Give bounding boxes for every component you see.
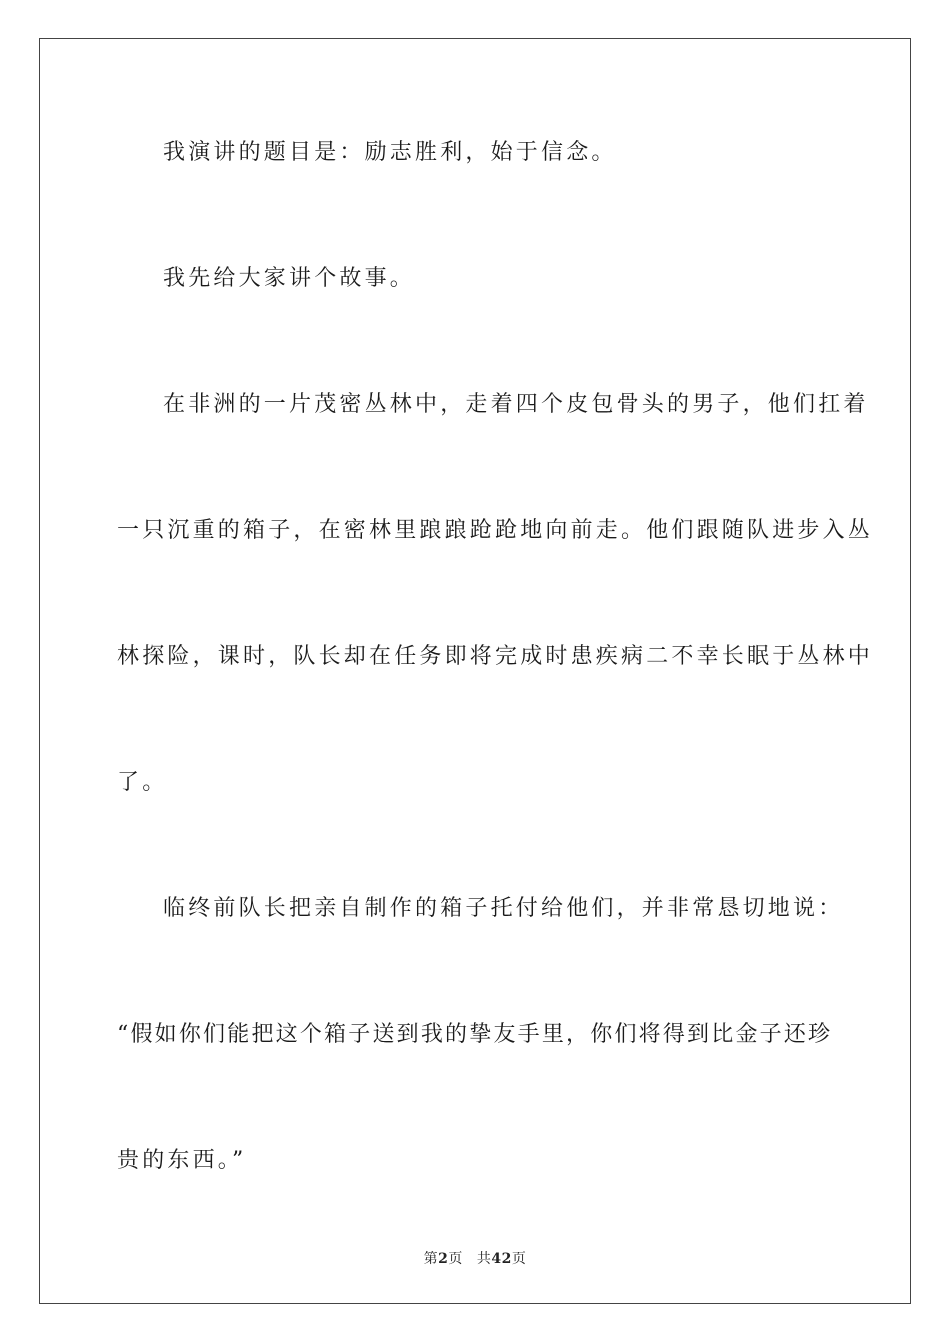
paragraph-2-line-1: 我先给大家讲个故事。: [163, 266, 416, 291]
page-footer: [0, 1248, 950, 1268]
paragraph-4-line-1: 临终前队长把亲自制作的箱子托付给他们，并非常恳切地说：: [163, 896, 844, 921]
footer-page-prefix: 第: [423, 1251, 439, 1267]
footer-page-number: 2: [438, 1251, 449, 1267]
paragraph-3-line-4: 了。: [117, 770, 168, 795]
paragraph-1-line-1: 我演讲的题目是：励志胜利，始于信念。: [163, 140, 617, 165]
footer-total-suffix: 页: [511, 1251, 527, 1267]
paragraph-4-line-3: 贵的东西。”: [117, 1148, 247, 1173]
paragraph-3-line-1: 在非洲的一片茂密丛林中，走着四个皮包骨头的男子，他们扛着: [163, 392, 869, 417]
footer-total-prefix: 共: [476, 1251, 492, 1267]
footer-page-suffix: 页: [448, 1251, 463, 1267]
paragraph-3-line-2: 一只沉重的箱子，在密林里踉踉跄跄地向前走。他们跟随队进步入丛: [117, 518, 874, 543]
paragraph-4-line-2: “假如你们能把这个箱子送到我的挚友手里，你们将得到比金子还珍: [117, 1022, 833, 1047]
paragraph-3-line-3: 林探险，课时，队长却在任务即将完成时患疾病二不幸长眠于丛林中: [117, 644, 874, 669]
footer-total-pages: 42: [491, 1251, 512, 1267]
